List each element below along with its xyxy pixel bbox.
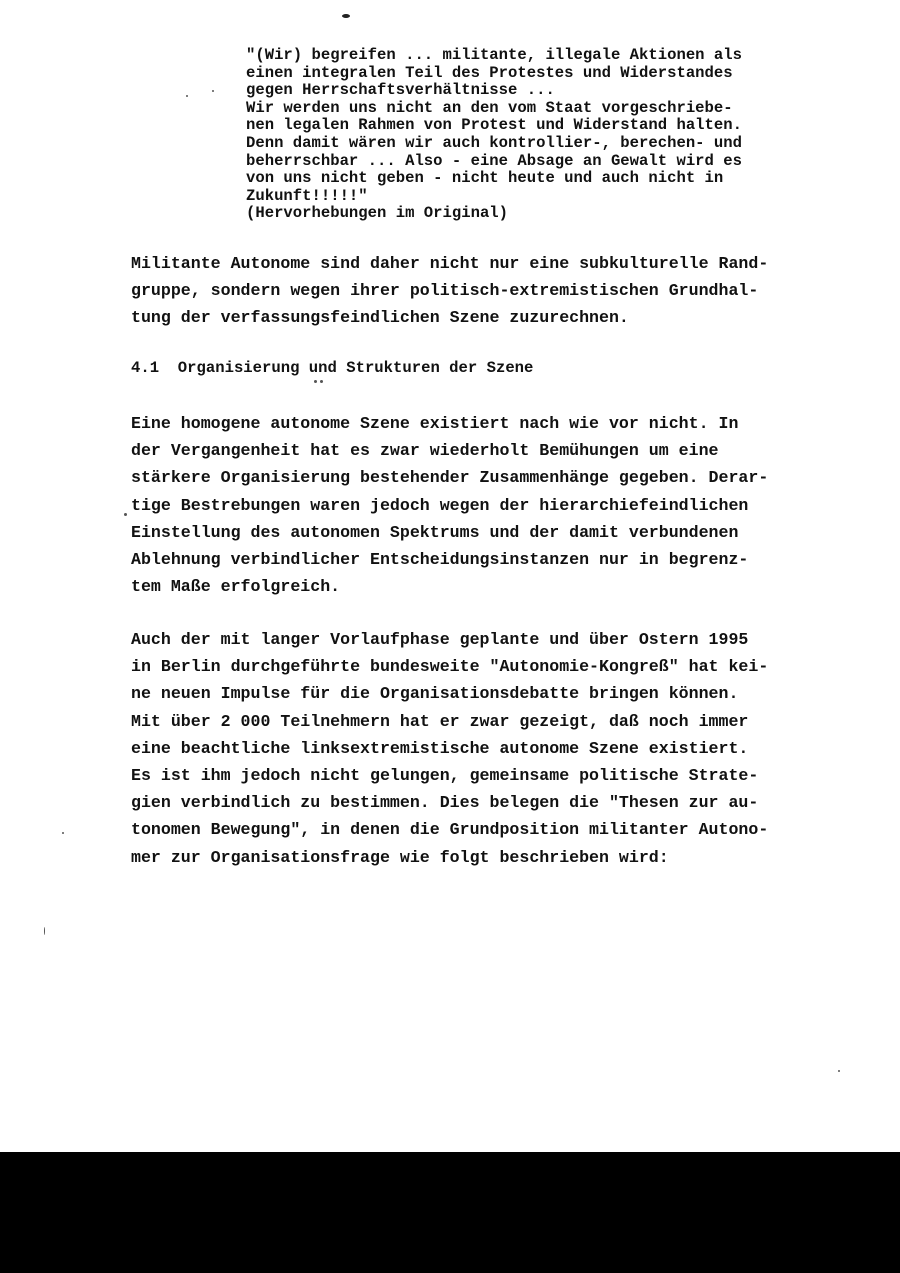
scan-speck xyxy=(314,380,317,383)
paragraph-line: tonomen Bewegung", in denen die Grundposition militanter Autono- xyxy=(131,820,769,840)
paragraph-line: mer zur Organisationsfrage wie folgt beschrieben wird: xyxy=(131,847,669,867)
scan-speck xyxy=(212,90,214,92)
quote-line: gegen Herrschaftsverhältnisse ... xyxy=(246,81,555,100)
paragraph-line: Auch der mit langer Vorlaufphase geplante und über Ostern 1995 xyxy=(131,630,749,649)
quote-source-note: (Hervorhebungen im Original) xyxy=(246,204,509,223)
paragraph-line: Militante Autonome sind daher nicht nur eine subkulturelle Rand- xyxy=(131,254,769,273)
paragraph-line: tung der verfassungsfeindlichen Szene zuzurechnen. xyxy=(131,308,629,328)
quote-line: einen integralen Teil des Protestes und Widerstandes xyxy=(246,63,733,82)
paragraph-line: tem Maße erfolgreich. xyxy=(131,577,341,597)
scan-speck xyxy=(186,95,188,97)
paragraph-line: Mit über 2 000 Teilnehmern hat er zwar gezeigt, daß noch immer xyxy=(131,711,749,731)
quote-line: "(Wir) begreifen ... militante, illegale Aktionen als xyxy=(246,46,742,64)
section-heading xyxy=(131,358,533,378)
paragraph-autonomie-kongress xyxy=(131,626,851,871)
paragraph-homogene-szene xyxy=(131,410,851,600)
paragraph-line: der Vergangenheit hat es zwar wiederholt Bemühungen um eine xyxy=(131,441,719,461)
scan-black-band xyxy=(0,1152,900,1273)
section-title: Organisierung und Strukturen der Szene xyxy=(177,359,534,377)
quote-line: beherrschbar ... Also - eine Absage an Gewalt wird es xyxy=(246,151,742,170)
paragraph-line: stärkere Organisierung bestehender Zusammenhänge gegeben. Derar- xyxy=(131,468,769,488)
scan-speck xyxy=(320,380,323,383)
paragraph-militante-autonome xyxy=(131,250,851,332)
quote-line: Wir werden uns nicht an den vom Staat vorgeschriebe- xyxy=(246,98,733,117)
paragraph-line: Ablehnung verbindlicher Entscheidungsinstanzen nur in begrenz- xyxy=(131,550,749,570)
paragraph-line: gien verbindlich zu bestimmen. Dies belegen die "Thesen zur au- xyxy=(131,793,759,813)
quote-line: von uns nicht geben - nicht heute und auch nicht in xyxy=(246,169,724,188)
paragraph-line: Einstellung des autonomen Spektrums und der damit verbundenen xyxy=(131,522,739,542)
scan-speck xyxy=(44,927,45,935)
section-number: 4.1 xyxy=(131,359,160,377)
quote-line: nen legalen Rahmen von Protest und Widerstand halten. xyxy=(246,116,742,135)
scan-speck xyxy=(62,832,64,834)
block-quote xyxy=(246,47,846,223)
paragraph-line: Eine homogene autonome Szene existiert nach wie vor nicht. In xyxy=(131,414,739,433)
scan-speck xyxy=(342,14,350,18)
paragraph-line: in Berlin durchgeführte bundesweite "Autonomie-Kongreß" hat kei- xyxy=(131,657,769,677)
paragraph-line: tige Bestrebungen waren jedoch wegen der hierarchiefeindlichen xyxy=(131,495,749,515)
paragraph-line: eine beachtliche linksextremistische autonome Szene existiert. xyxy=(131,738,749,758)
scan-speck xyxy=(838,1070,840,1072)
scan-speck xyxy=(124,513,127,516)
paragraph-line: ne neuen Impulse für die Organisationsdebatte bringen können. xyxy=(131,684,739,704)
paragraph-line: Es ist ihm jedoch nicht gelungen, gemeinsame politische Strate- xyxy=(131,766,759,786)
quote-line: Zukunft!!!!!" xyxy=(246,186,368,205)
quote-line: Denn damit wären wir auch kontrollier-, berechen- und xyxy=(246,133,742,152)
paragraph-line: gruppe, sondern wegen ihrer politisch-extremistischen Grundhal- xyxy=(131,281,759,301)
